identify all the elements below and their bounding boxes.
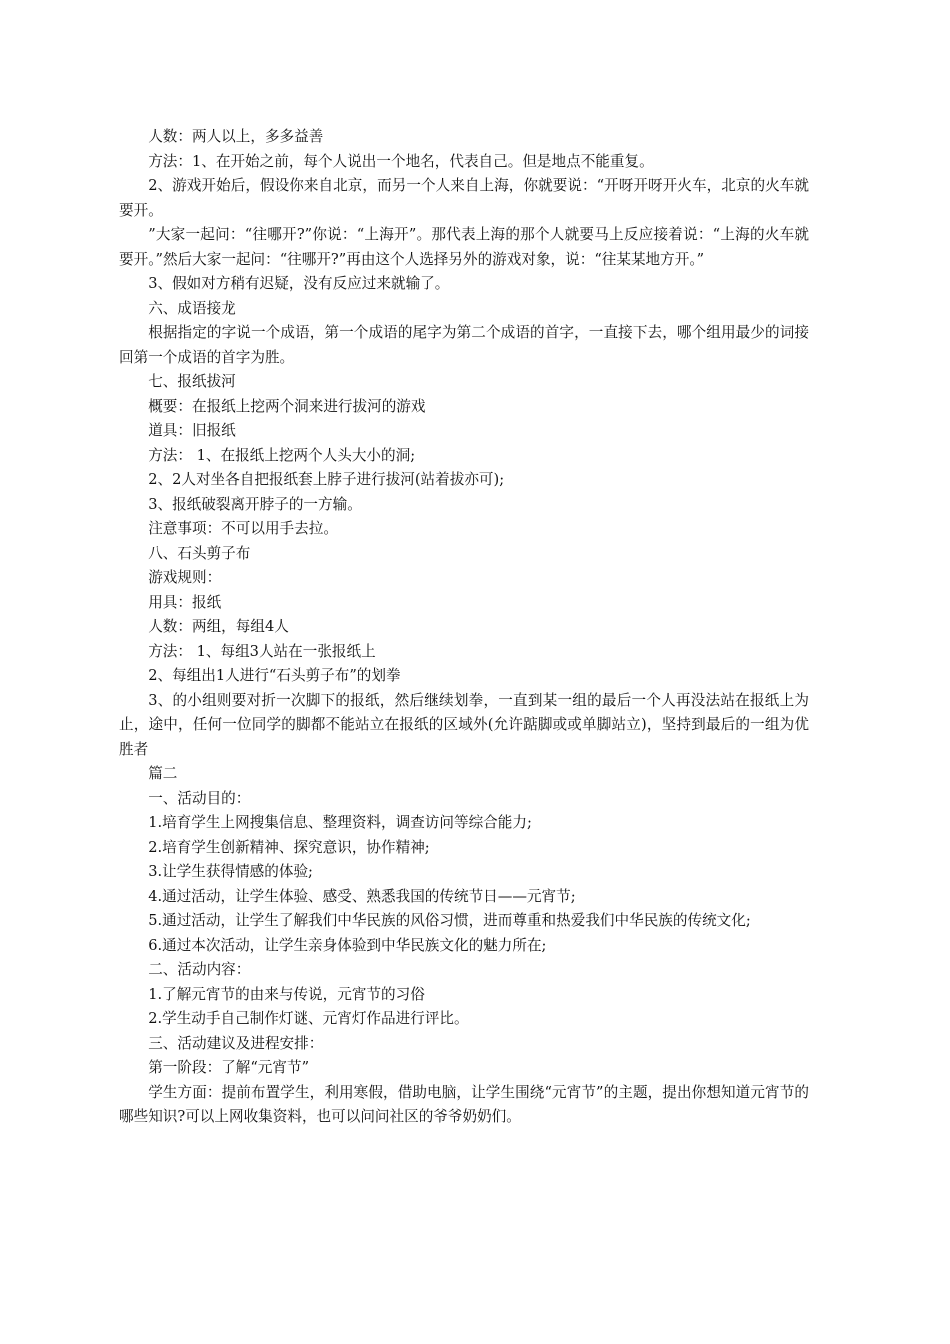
paragraph: 2、每组出1人进行“石头剪子布”的划拳 [148, 667, 401, 684]
section-heading: 七、报纸拔河 [148, 373, 236, 390]
document-body [119, 125, 809, 1130]
paragraph: 道具：旧报纸 [148, 422, 236, 439]
section-heading: 三、活动建议及进程安排： [148, 1034, 324, 1052]
paragraph: 人数：两人以上，多多益善 [148, 128, 324, 145]
list-item: 4.通过活动，让学生体验、感受、熟悉我国的传统节日——元宵节; [148, 887, 576, 905]
section-heading: 八、石头剪子布 [148, 544, 251, 562]
part-heading: 篇二 [148, 765, 178, 782]
paragraph: 方法： 1、在报纸上挖两个人头大小的洞; [148, 446, 416, 464]
paragraph: 人数：两组，每组4人 [148, 618, 289, 635]
paragraph: 2、2人对坐各自把报纸套上脖子进行拔河(站着拔亦可); [148, 471, 505, 488]
paragraph: 注意事项：不可以用手去拉。 [148, 520, 338, 537]
list-item: 6.通过本次活动，让学生亲身体验到中华民族文化的魅力所在; [148, 936, 547, 954]
list-item: 1.培育学生上网搜集信息、整理资料，调查访问等综合能力; [148, 814, 532, 831]
paragraph: 3、假如对方稍有迟疑，没有反应过来就输了。 [148, 275, 450, 292]
paragraph: 方法：1、在开始之前，每个人说出一个地名，代表自己。但是地点不能重复。 [148, 152, 654, 170]
list-item: 2.学生动手自己制作灯谜、元宵灯作品进行评比。 [148, 1010, 469, 1027]
section-heading: 六、成语接龙 [148, 299, 236, 317]
list-item: 5.通过活动，让学生了解我们中华民族的风俗习惯，进而尊重和热爱我们中华民族的传统文化; [148, 912, 751, 929]
paragraph: 3、报纸破裂离开脖子的一方输。 [148, 495, 362, 513]
paragraph: 游戏规则： [148, 569, 222, 586]
section-heading: 二、活动内容： [148, 961, 251, 978]
list-item: 1.了解元宵节的由来与传说，元宵节的习俗 [148, 985, 425, 1003]
list-item: 3.让学生获得情感的体验; [148, 863, 313, 880]
paragraph: 根据指定的字说一个成语，第一个成语的尾字为第二个成语的首字，一直接下去，哪个组用最少的词接回第一个成语的首字为胜。 [119, 324, 809, 366]
paragraph: 用具：报纸 [148, 593, 222, 611]
list-item: 2.培育学生创新精神、探究意识，协作精神; [148, 838, 430, 856]
paragraph: 概要：在报纸上挖两个洞来进行拔河的游戏 [148, 397, 426, 415]
paragraph: 学生方面：提前布置学生，利用寒假，借助电脑，让学生围绕“元宵节”的主题，提出你想知道元宵节的哪些知识?可以上网收集资料，也可以问问社区的爷爷奶奶们。 [119, 1083, 809, 1125]
paragraph: 2、游戏开始后，假设你来自北京，而另一个人来自上海，你就要说：“开呀开呀开火车，北京的火车就要开。 [119, 177, 809, 219]
paragraph: 3、的小组则要对折一次脚下的报纸，然后继续划拳，一直到某一组的最后一个人再没法站在报纸上为止，途中，任何一位同学的脚都不能站立在报纸的区域外(允许踮脚或或单脚站立)，坚持到最后的一组为优胜者 [119, 691, 809, 758]
section-heading: 一、活动目的： [148, 789, 251, 807]
paragraph: 方法： 1、每组3人站在一张报纸上 [148, 642, 376, 660]
paragraph: ”大家一起问：“往哪开?”你说：“上海开”。那代表上海的那个人就要马上反应接着说：“上海的火车就要开。”然后大家一起问：“往哪开?”再由这个人选择另外的游戏对象，说：“往某某地方开。” [119, 226, 809, 268]
paragraph: 第一阶段：了解“元宵节” [148, 1059, 310, 1076]
